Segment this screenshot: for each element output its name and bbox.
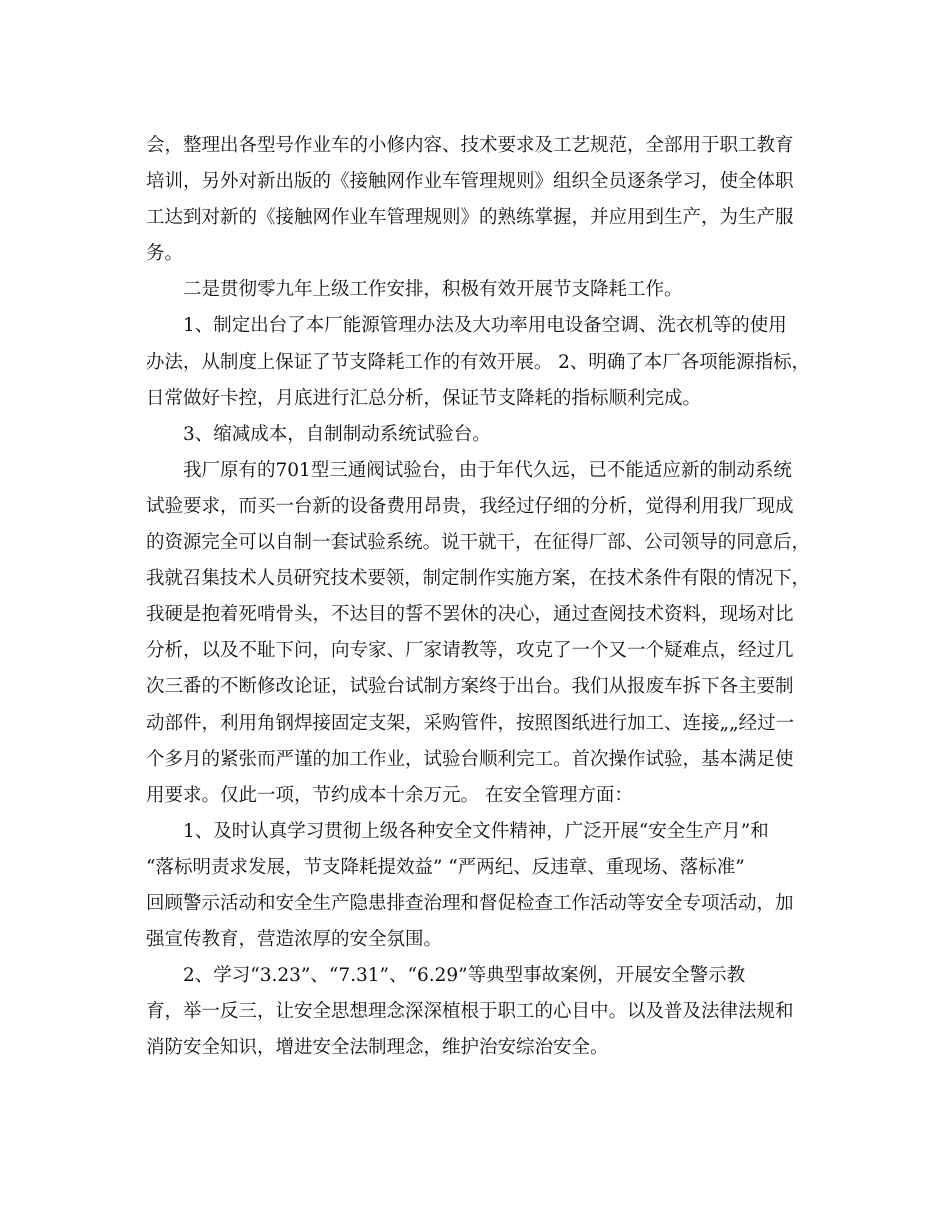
text-line: 强宣传教育，营造浓厚的安全氛围。 [146, 929, 443, 951]
text-line: 工达到对新的《接触网作业车管理规则》的熟练掌握，并应用到生产，为生产服 [146, 207, 794, 229]
text-line: 我厂原有的701型三通阀试验台，由于年代久远，已不能适应新的制动系统 [183, 459, 792, 481]
text-line: 我硬是抱着死啃骨头，不达目的誓不罢休的决心，通过查阅技术资料，现场对比 [146, 604, 794, 626]
text-line: 的资源完全可以自制一套试验系统。说干就干，在征得厂部、公司领导的同意后， [146, 532, 811, 554]
text-line: 个多月的紧张而严谨的加工作业，试验台顺利完工。首次操作试验，基本满足使 [146, 748, 794, 770]
text-line: “落标明责求发展，节支降耗提效益” “严两纪、反违章、重现场、落标准” [146, 856, 745, 878]
text-line: 1、及时认真学习贯彻上级各种安全文件精神，广泛开展“安全生产月”和 [183, 820, 769, 842]
text-line: 会，整理出各型号作业车的小修内容、技术要求及工艺规范，全部用于职工教育 [146, 135, 794, 156]
text-line: 我就召集技术人员研究技术要领，制定制作实施方案，在技术条件有限的情况下， [146, 568, 811, 590]
paragraph-heading: 二是贯彻零九年上级工作安排，积极有效开展节支降耗工作。 [183, 279, 683, 301]
text-line: 1、制定出台了本厂能源管理办法及大功率用电设备空调、洗衣机等的使用 [183, 315, 787, 337]
text-line: 日常做好卡控，月底进行汇总分析，保证节支降耗的指标顺利完成。 [146, 387, 702, 409]
text-line: 务。 [146, 243, 184, 265]
text-line: 消防安全知识，增进安全法制理念，维护治安综治安全。 [146, 1037, 609, 1059]
text-line: 动部件，利用角钢焊接固定支架，采购管件，按照图纸进行加工、连接„„经过一 [146, 712, 795, 734]
text-line: 分析，以及不耻下问，向专家、厂家请教等，攻克了一个又一个疑难点，经过几 [146, 640, 794, 662]
text-line: 3、缩减成本，自制制动系统试验台。 [183, 423, 491, 445]
text-line: 次三番的不断修改论证，试验台试制方案终于出台。我们从报废车拆下各主要制 [146, 676, 794, 698]
text-line: 办法，从制度上保证了节支降耗工作的有效开展。 2、明确了本厂各项能源指标， [146, 351, 811, 373]
document-body [146, 128, 810, 1066]
text-line: 2、学习“3.23”、“7.31”、“6.29”等典型事故案例，开展安全警示教 [183, 965, 746, 987]
text-line: 培训，另外对新出版的《接触网作业车管理规则》组织全员逐条学习，使全体职 [146, 171, 794, 193]
text-line: 育，举一反三，让安全思想理念深深植根于职工的心目中。以及普及法律法规和 [146, 1001, 794, 1023]
text-line: 回顾警示活动和安全生产隐患排查治理和督促检查工作活动等安全专项活动，加 [146, 892, 794, 914]
text-line: 试验要求，而买一台新的设备费用昂贵，我经过仔细的分析，觉得利用我厂现成 [146, 495, 794, 517]
text-line: 用要求。仅此一项，节约成本十余万元。 在安全管理方面： [146, 784, 633, 806]
